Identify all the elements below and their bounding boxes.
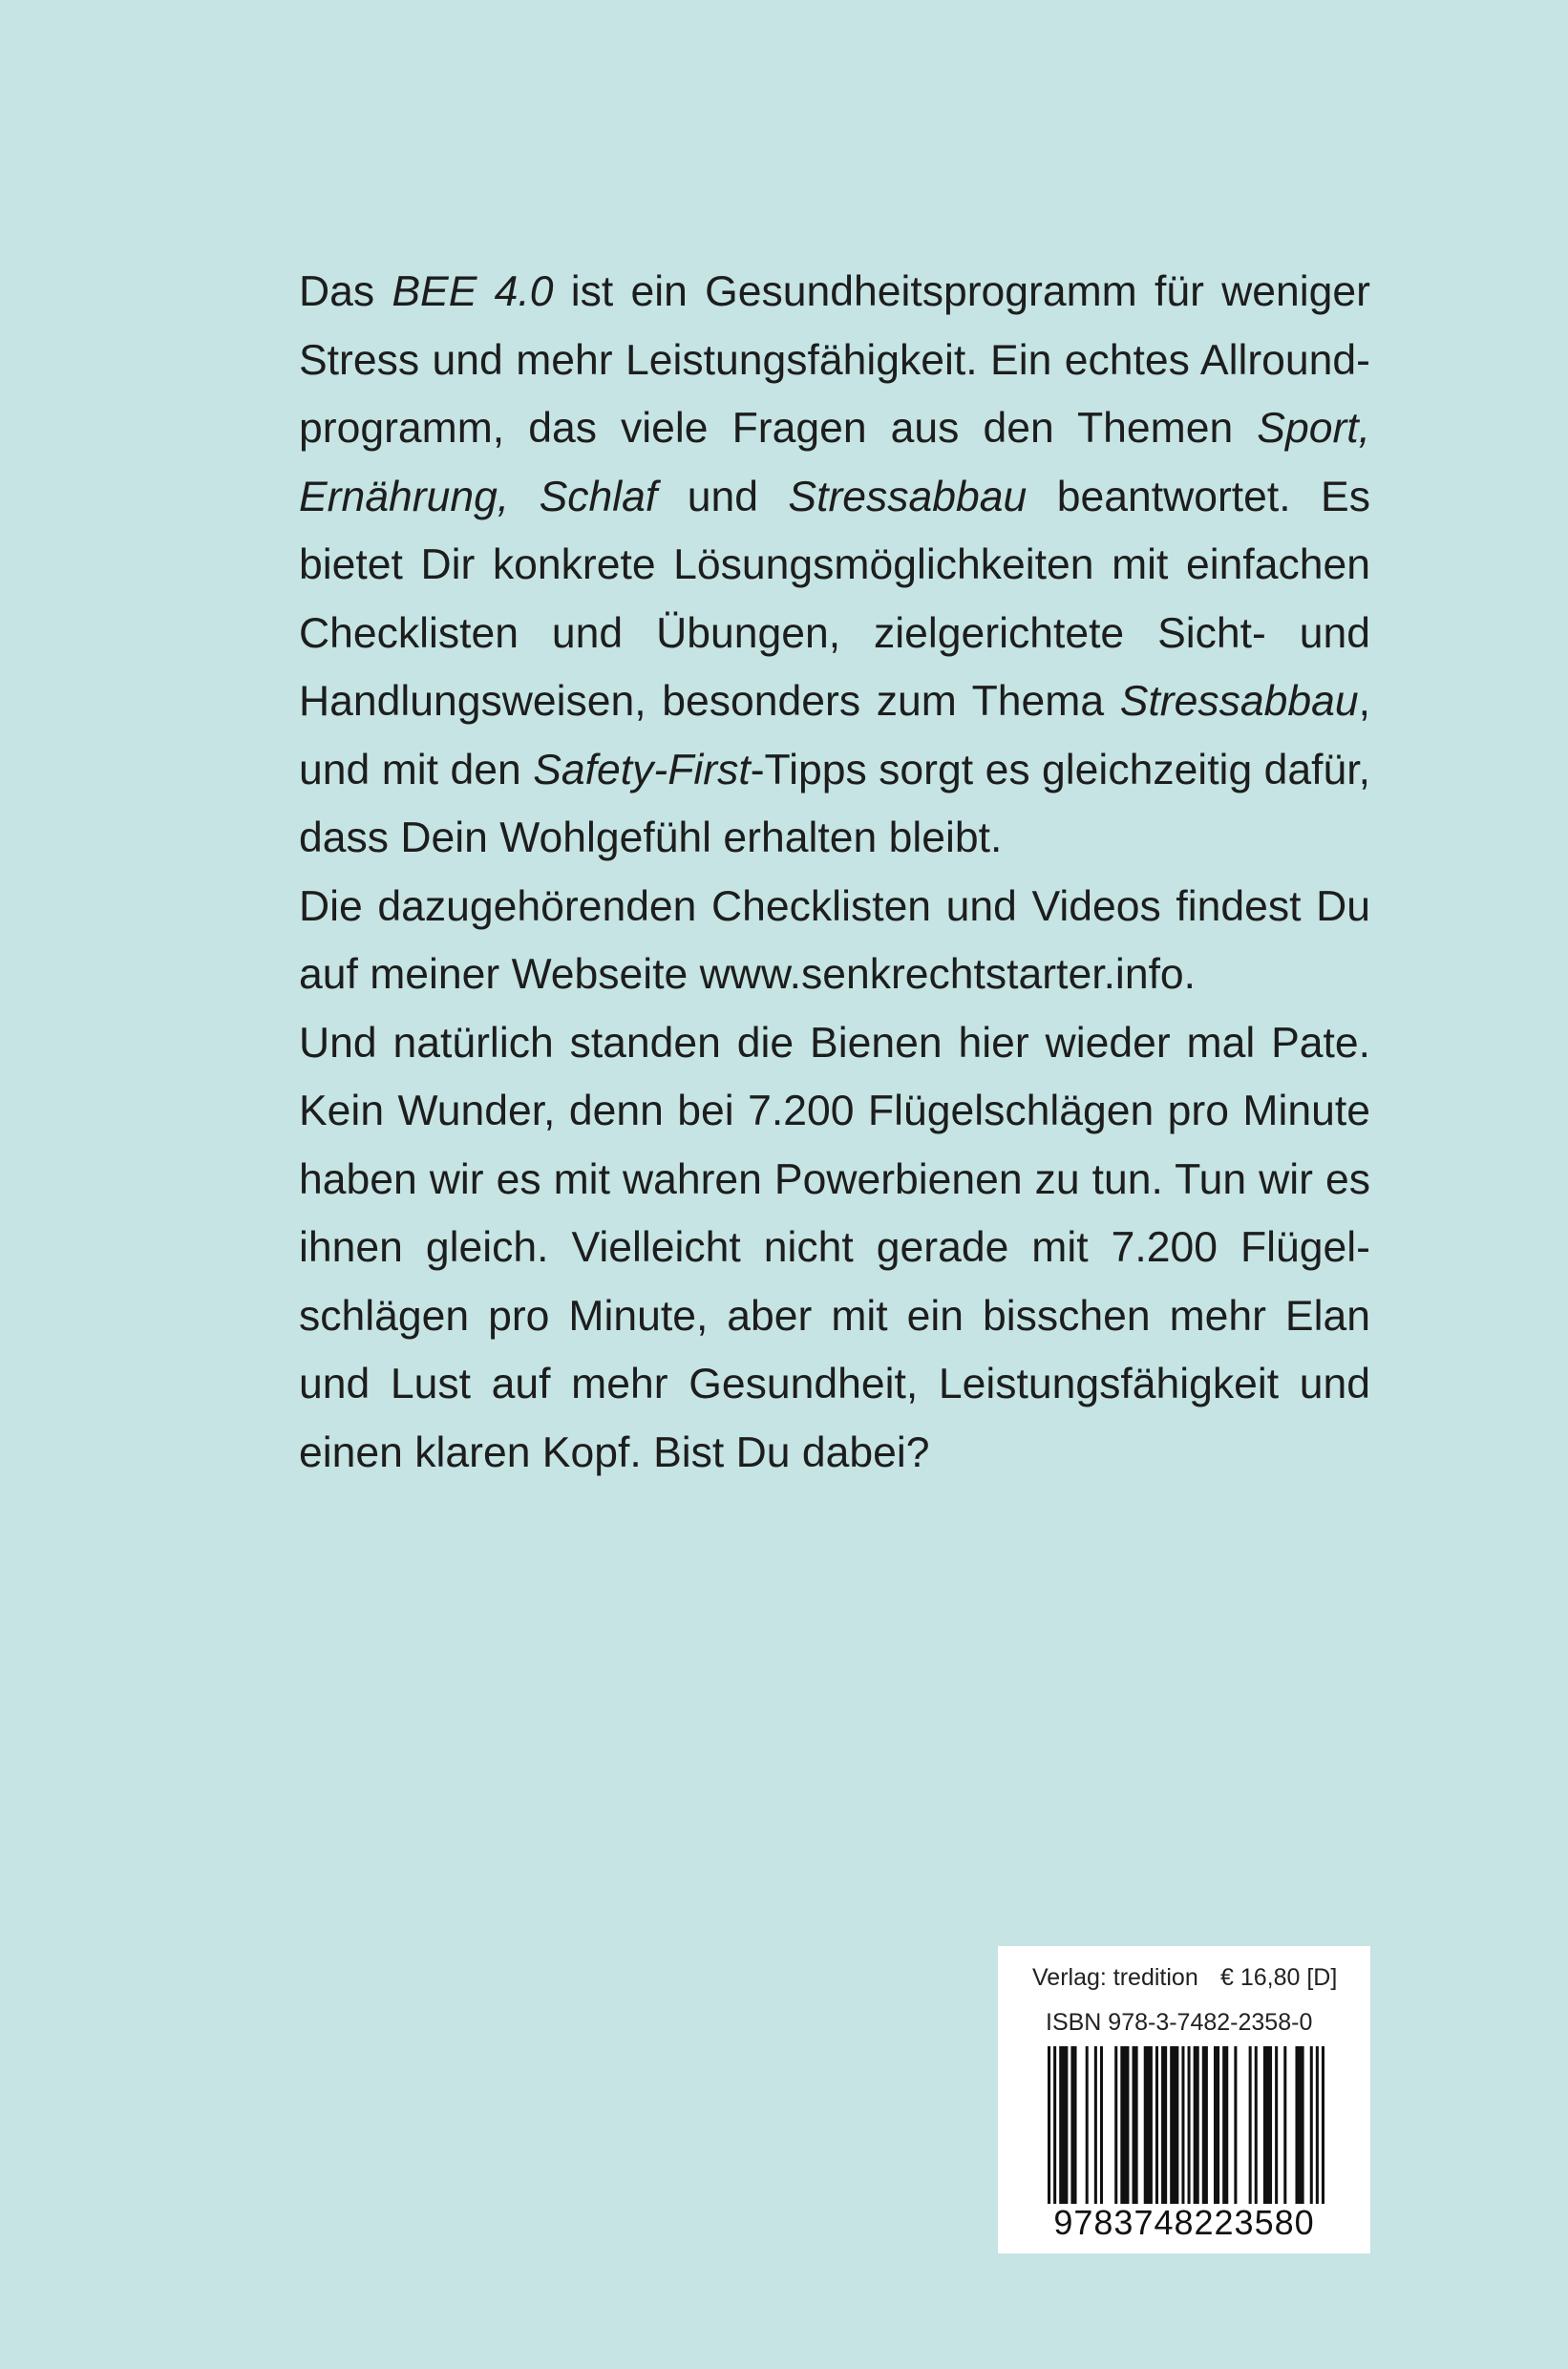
barcode-bar xyxy=(1188,2046,1191,2204)
barcode-bar xyxy=(1114,2046,1117,2204)
barcode-bar xyxy=(1202,2046,1208,2204)
blurb-paragraph-2: Die dazugehörenden Checklisten und Videos findest Du auf meiner Webseite www.senkrechtstarter.info. xyxy=(299,882,1370,998)
barcode-bar xyxy=(1094,2046,1097,2204)
barcode-bar xyxy=(1161,2046,1167,2204)
text-run: und xyxy=(657,473,789,520)
barcode-bar xyxy=(1263,2046,1272,2204)
barcode-bar xyxy=(1234,2046,1237,2204)
barcode-bar xyxy=(1275,2046,1278,2204)
text-run: ist ein Gesundheitsprogramm für weniger Stress und mehr Leistungsfähigkeit. Ein echtes Allroundprogramm, das viele Fragen aus den Themen xyxy=(299,268,1370,452)
ean-digits: 9783748223580 xyxy=(1053,2203,1315,2242)
italic-term: Safety-First xyxy=(533,746,751,793)
barcode-bar xyxy=(1133,2046,1138,2204)
italic-term: Sport, Ernährung, Schlaf xyxy=(299,405,1370,520)
text-run: Das xyxy=(299,268,392,315)
barcode-bar xyxy=(1214,2046,1219,2204)
barcode-bar xyxy=(1048,2046,1050,2204)
barcode-bar xyxy=(1181,2046,1184,2204)
blurb-paragraph-1 xyxy=(299,258,1370,873)
price-text: € 16,80 [D] xyxy=(1220,1964,1338,1991)
barcode-bar xyxy=(1222,2046,1228,2204)
barcode-bar xyxy=(1255,2046,1258,2204)
text-run: , und mit den xyxy=(299,678,1370,793)
barcode-bar xyxy=(1316,2046,1319,2204)
isbn-text: ISBN 978-3-7482-2358-0 xyxy=(1046,2009,1313,2036)
barcode-graphic xyxy=(1048,2046,1324,2204)
italic-term: BEE 4.0 xyxy=(392,268,554,315)
barcode-bar xyxy=(1194,2046,1199,2204)
barcode-bar xyxy=(1310,2046,1313,2204)
barcode-bar xyxy=(1155,2046,1158,2204)
barcode-bar xyxy=(1322,2046,1324,2204)
barcode-bar xyxy=(1120,2046,1129,2204)
barcode-bar xyxy=(1070,2046,1076,2204)
barcode-label xyxy=(998,1946,1370,2253)
text-run: beantwortet. Es bietet Dir konkrete Lösungsmöglichkeiten mit einfachen Checklisten und Übungen, zielgerichtete Sicht- und Handlungsweisen, besonders zum Thema xyxy=(299,473,1370,725)
barcode-bar xyxy=(1059,2046,1068,2204)
italic-term: Stressabbau xyxy=(1119,678,1359,725)
text-run: -Tipps sorgt es gleichzeitig dafür, dass Dein Wohlgefühl erhalten bleibt. xyxy=(299,746,1371,861)
barcode-bar xyxy=(1249,2046,1252,2204)
barcode-bar xyxy=(1144,2046,1153,2204)
barcode-bar xyxy=(1053,2046,1056,2204)
barcode-bar xyxy=(1283,2046,1286,2204)
barcode-bar xyxy=(1295,2046,1303,2204)
barcode-bar xyxy=(1170,2046,1178,2204)
blurb-paragraph-3: Und natürlich standen die Bienen hier wieder mal Pate. Kein Wunder, denn bei 7.200 Flügelschlägen pro Minute haben wir es mit wahren Powerbienen zu tun. Tun wir es ihnen gleich. Vielleicht nicht gerade mit 7.200 Flügelschlägen pro Minute, aber mit ein bisschen mehr Elan und Lust auf mehr Gesundheit, Leistungsfähigkeit und einen klaren Kopf. Bist Du dabei? xyxy=(299,1019,1370,1476)
barcode-bar xyxy=(1086,2046,1089,2204)
italic-term: Stressabbau xyxy=(788,473,1028,520)
blurb-text xyxy=(299,258,1370,1487)
publisher-text: Verlag: tredition xyxy=(1032,1964,1198,1991)
barcode-bar xyxy=(1100,2046,1103,2204)
